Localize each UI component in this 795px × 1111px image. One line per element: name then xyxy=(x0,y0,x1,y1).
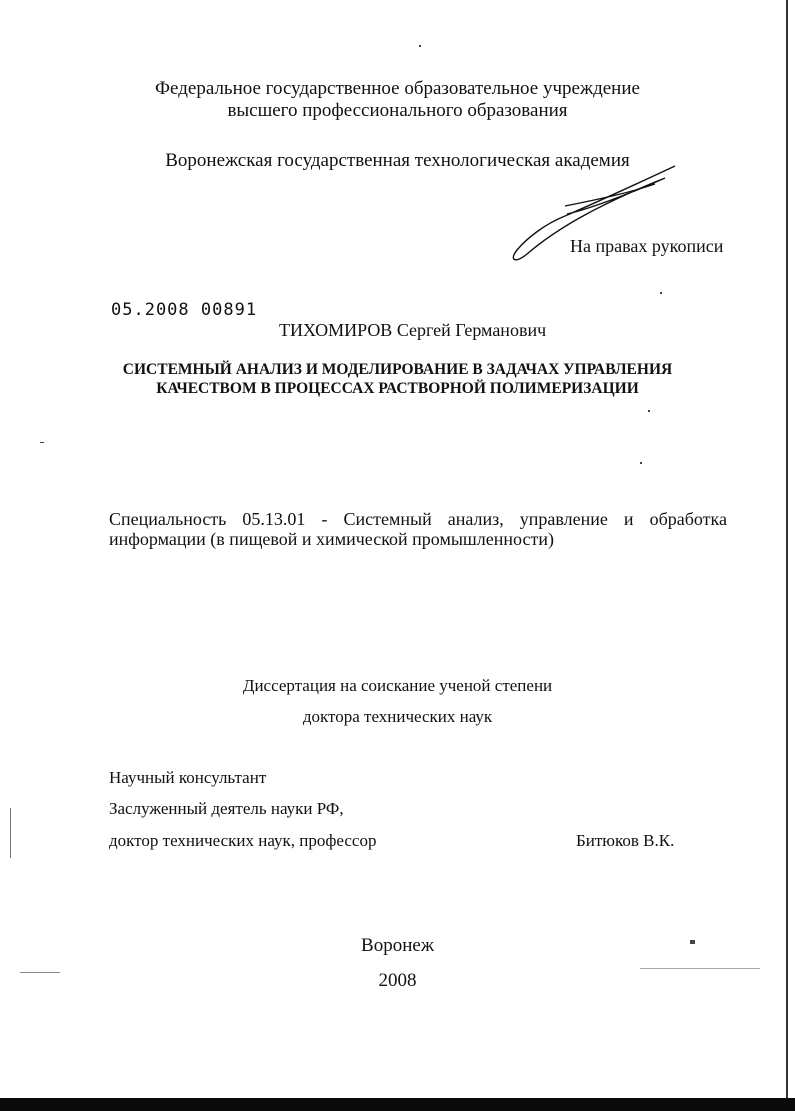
advisor-degree: доктор технических наук, профессор xyxy=(109,831,377,850)
scan-speck xyxy=(690,940,695,944)
scan-speck xyxy=(10,808,11,858)
scan-speck xyxy=(419,45,421,47)
advisor-role: Научный консультант xyxy=(109,768,267,787)
manuscript-rights: На правах рукописи xyxy=(570,236,724,256)
specialty-line-1: Специальность 05.13.01 - Системный анализ, управление и обработка xyxy=(109,509,727,529)
dissertation-title xyxy=(0,360,795,398)
institution-line-2: высшего профессионального образования xyxy=(227,100,568,121)
scan-speck xyxy=(20,972,60,973)
scan-speck xyxy=(640,968,760,969)
scan-right-edge xyxy=(786,0,788,1111)
specialty xyxy=(109,509,727,549)
scan-bottom-edge xyxy=(0,1098,795,1111)
institution-line-1: Федеральное государственное образовательное учреждение xyxy=(155,78,640,99)
year: 2008 xyxy=(378,970,417,991)
degree-line-1: Диссертация на соискание ученой степени xyxy=(242,676,553,695)
author-name: ТИХОМИРОВ Сергей Германович xyxy=(279,320,547,340)
title-line-2: КАЧЕСТВОМ В ПРОЦЕССАХ РАСТВОРНОЙ ПОЛИМЕРИЗАЦИИ xyxy=(156,380,639,397)
advisor-name: Битюков В.К. xyxy=(576,831,675,850)
scan-speck xyxy=(640,462,642,464)
advisor-honor: Заслуженный деятель науки РФ, xyxy=(109,799,344,818)
scan-speck xyxy=(660,292,662,294)
scan-speck xyxy=(40,442,44,443)
inventory-number: 05.2008 00891 xyxy=(111,300,258,320)
scan-speck xyxy=(648,410,650,412)
specialty-line-2: информации (в пищевой и химической промышленности) xyxy=(109,529,554,549)
title-line-1: СИСТЕМНЫЙ АНАЛИЗ И МОДЕЛИРОВАНИЕ В ЗАДАЧАХ УПРАВЛЕНИЯ xyxy=(122,361,673,378)
institution-name xyxy=(0,78,795,122)
degree-line-2: доктора технических наук xyxy=(302,707,493,726)
city: Воронеж xyxy=(361,935,434,956)
academy-name: Воронежская государственная технологическая академия xyxy=(165,150,630,171)
